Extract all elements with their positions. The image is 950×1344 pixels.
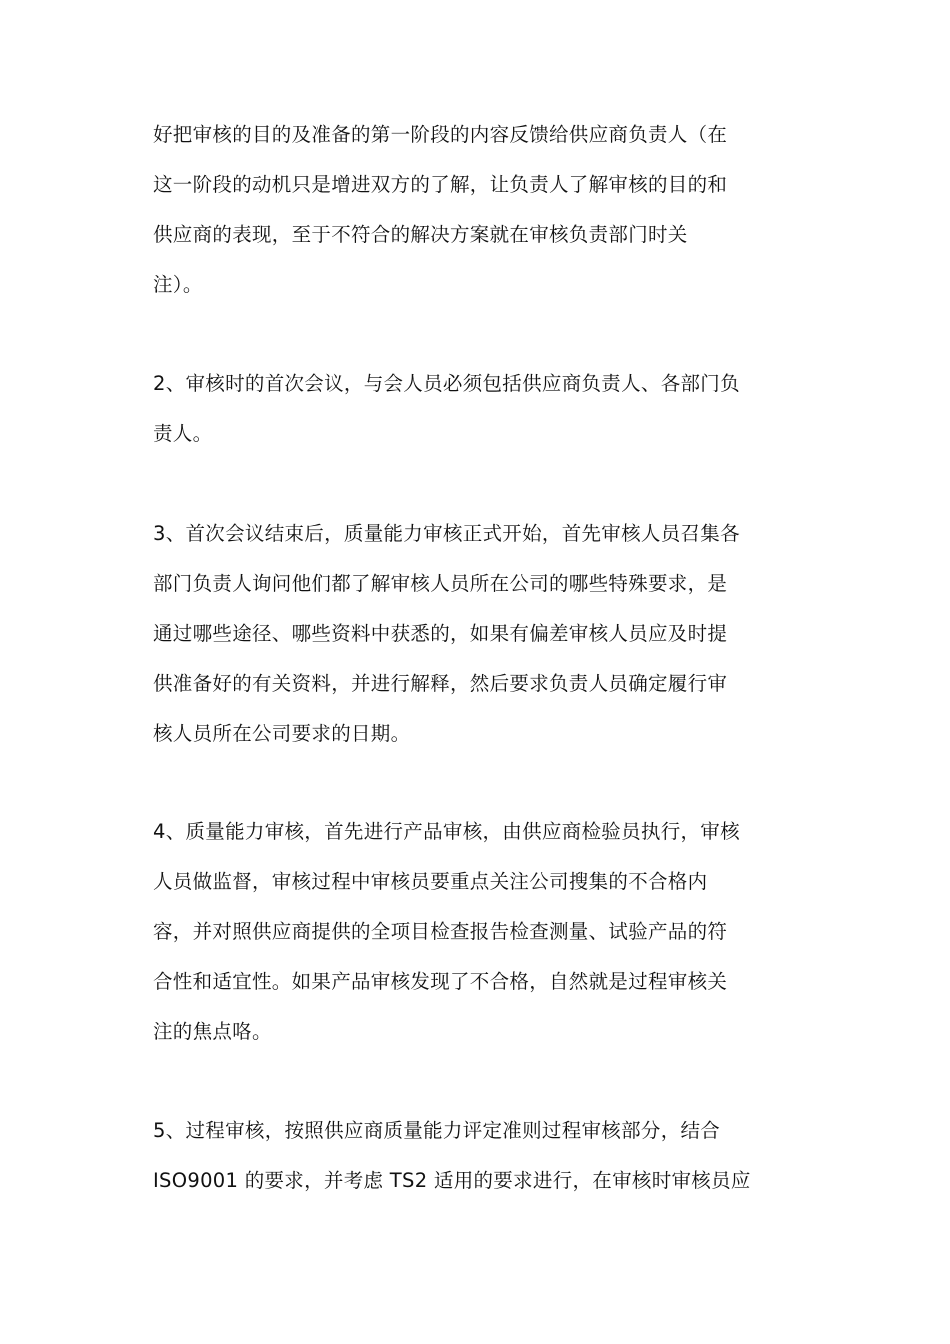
paragraph-item-2 — [153, 359, 803, 459]
text-line: 通过哪些途径、哪些资料中获悉的，如果有偏差审核人员应及时提 — [153, 622, 728, 645]
paragraph-item-4 — [153, 807, 803, 1057]
text-line: 3、首次会议结束后，质量能力审核正式开始，首先审核人员召集各 — [153, 522, 740, 545]
text-line: ISO9001 的要求，并考虑 TS2 适用的要求进行，在审核时审核员应 — [153, 1169, 751, 1192]
text-line: 供应商的表现，至于不符合的解决方案就在审核负责部门时关 — [153, 223, 688, 246]
paragraph-item-3 — [153, 509, 803, 759]
text-line: 4、质量能力审核，首先进行产品审核，由供应商检验员执行，审核 — [153, 820, 740, 843]
paragraph-item-5 — [153, 1106, 803, 1206]
text-line: 5、过程审核，按照供应商质量能力评定准则过程审核部分，结合 — [153, 1119, 721, 1142]
text-line: 注）。 — [153, 273, 203, 296]
text-line: 2、审核时的首次会议，与会人员必须包括供应商负责人、各部门负 — [153, 372, 740, 395]
text-line: 合性和适宜性。如果产品审核发现了不合格，自然就是过程审核关 — [153, 970, 728, 993]
text-line: 核人员所在公司要求的日期。 — [153, 722, 411, 745]
text-line: 部门负责人询问他们都了解审核人员所在公司的哪些特殊要求，是 — [153, 572, 728, 595]
text-line: 注的焦点咯。 — [153, 1020, 272, 1043]
paragraph-continuation — [153, 110, 803, 310]
text-line: 人员做监督，审核过程中审核员要重点关注公司搜集的不合格内 — [153, 870, 708, 893]
text-line: 责人。 — [153, 422, 213, 445]
text-line: 供准备好的有关资料，并进行解释，然后要求负责人员确定履行审 — [153, 672, 728, 695]
text-line: 容，并对照供应商提供的全项目检查报告检查测量、试验产品的符 — [153, 920, 728, 943]
text-line: 好把审核的目的及准备的第一阶段的内容反馈给供应商负责人（在 — [153, 123, 728, 146]
text-line: 这一阶段的动机只是增进双方的了解，让负责人了解审核的目的和 — [153, 173, 728, 196]
